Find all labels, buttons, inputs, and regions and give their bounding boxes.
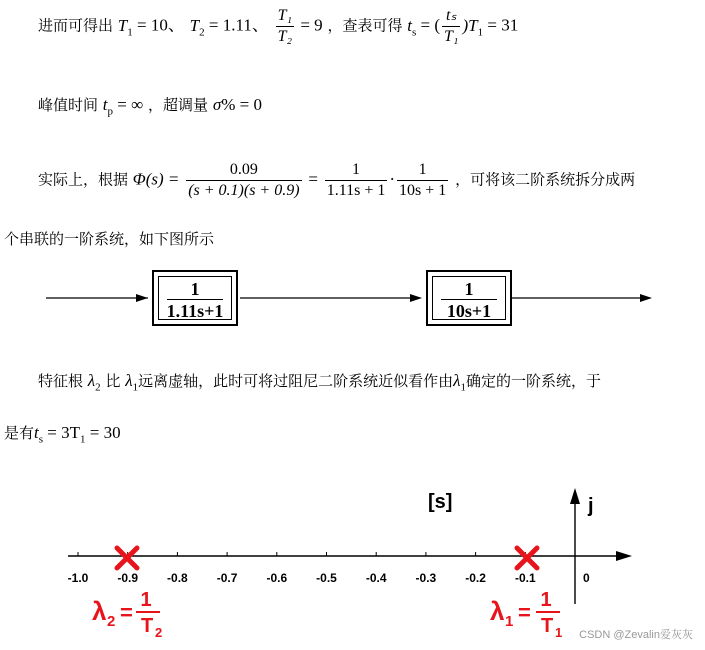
fraction-2: $\frac{1}{10s + 1}$ [399,161,447,199]
tick-label: 0 [583,571,590,585]
tick-label: -0.4 [365,571,387,585]
line-6 [4,422,121,445]
dot: · [389,169,396,189]
text: 远离虚轴，此时可将过阻尼二阶系统近似看作由 [138,372,454,390]
tick-label: -0.8 [167,571,188,585]
text: 特征根 [38,372,84,390]
transfer-fraction: $\frac{0.09}{(s + 0.1)(s + 0.9)}$ [188,161,300,199]
svg-text:T: T [541,615,554,637]
text: 确定的一阶系统，于 [466,372,602,390]
text: 是有 [4,424,35,442]
svg-text:2: 2 [155,625,163,640]
svg-text:λ: λ [92,596,107,626]
t2-value: = 1.11、 [204,15,269,35]
j-axis-label: j [588,495,594,517]
s-plane-diagram [0,480,705,650]
ts-symbol: $t_s$ [34,423,44,446]
tick-label: -0.6 [266,571,288,585]
block-diagram-arrows [0,264,705,334]
fraction-1: $\frac{1}{1.11s + 1}$ [326,161,386,199]
real-axis-arrow [616,551,632,561]
text: 实际上，根据 [38,170,129,189]
tick-label: -0.1 [514,571,536,585]
eq: = [308,169,318,189]
svg-text:1: 1 [555,625,563,640]
line-2 [38,94,262,117]
text: 个串联的一阶系统，如下图所示 [4,230,215,248]
ts-symbol: $t_s$ [407,15,417,38]
svg-text:λ: λ [490,596,505,626]
tick-label: -0.2 [465,571,486,585]
t2-symbol: $T_2$ [189,15,205,38]
lambda2-label [92,589,162,640]
text: ，查表可得 [327,16,403,35]
sigma-value: % = 0 [221,95,262,114]
tick-label: -0.7 [216,571,238,585]
line-1 [38,6,518,47]
svg-text:=: = [120,600,133,625]
tp-symbol: $t_p$ [102,95,114,118]
svg-text:=: = [518,600,531,625]
tick-label: -0.3 [415,571,437,585]
svg-text:1: 1 [505,613,514,630]
s-plane-label: [s] [428,491,453,513]
block-1-denominator: 1.11s+1 [166,301,224,321]
pole-lambda2 [117,548,137,568]
text: 进而可得出 [38,16,114,35]
imaginary-axis-arrow [570,488,580,504]
text: ，超调量 [148,96,209,114]
tick-label: -0.9 [117,571,139,585]
lambda1-label [490,589,562,640]
lambda1-symbol: $\lambda_1$ [125,371,139,394]
tick-label: -0.5 [316,571,337,585]
ts-value: = 31 [483,15,519,35]
line-5 [38,370,601,393]
block-1-numerator: 1 [167,279,223,300]
svg-text:1: 1 [540,589,552,611]
watermark: CSDN @Zevalin爱灰灰 [579,629,693,641]
block-1 [152,270,238,326]
text: 峰值时间 [38,96,99,114]
pole-lambda1 [517,548,537,568]
ts-value: = 30 [85,423,121,442]
eq: = ( [416,15,441,35]
text: 比 [105,372,121,390]
ratio-fraction: $\frac{\text{T₁}}{\text{T₂}}$ [277,7,293,45]
svg-text:1: 1 [140,589,152,611]
block-2-numerator: 1 [441,279,497,300]
t1-symbol: $T_1$ [117,15,133,38]
text: ，可将该二阶系统拆分成两 [455,170,636,189]
ratio-value: = 9 [296,15,323,35]
lambda1-symbol: $\lambda_1$ [453,371,467,394]
ts-tail: )$T_1$ [462,15,484,38]
eq: = $3T_1$ [43,423,86,446]
t1-value: = 10、 [132,15,185,35]
line-3 [38,160,635,201]
lambda2-symbol: $\lambda_2$ [87,371,101,394]
svg-text:T: T [141,615,154,637]
ts-fraction: $\frac{\text{tₛ}}{\text{T₁}}$ [444,7,459,45]
phi-symbol: Φ(s) = [132,169,180,189]
block-2 [426,270,512,326]
tick-label: -1.0 [67,571,89,585]
svg-text:2: 2 [107,613,116,630]
block-2-denominator: 10s+1 [446,301,492,321]
line-4 [4,228,214,249]
sigma-symbol: σ [212,95,222,114]
tp-value: = ∞ [113,95,144,114]
